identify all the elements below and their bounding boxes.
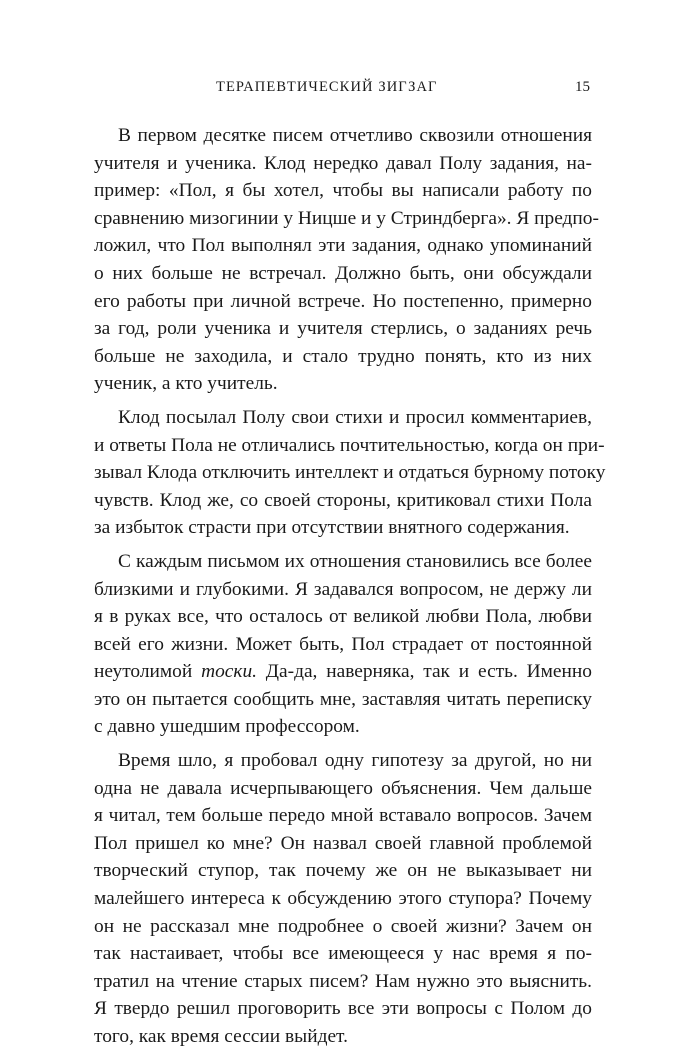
body-text	[94, 122, 606, 1057]
text-line: творческий ступор, так почему же он не выказывает ни	[94, 860, 592, 882]
text-line: всей его жизни. Может быть, Пол страдает от постоянной	[94, 633, 592, 655]
text-line: Время шло, я пробовал одну гипотезу за другой, но ни	[118, 750, 592, 772]
paragraph-4	[94, 747, 592, 1051]
text-line: чувств. Клод же, со своей стороны, критиковал стихи Пола	[94, 489, 592, 511]
text-line: ложил, что Пол выполнял эти задания, однако упоминаний	[94, 235, 592, 257]
text-line: зывал Клода отключить интеллект и отдаться бурному потоку	[94, 462, 606, 484]
paragraph-3	[94, 548, 592, 741]
text-line: учителя и ученика. Клод нередко давал Полу задания, на-	[94, 152, 592, 174]
running-title: ТЕРАПЕВТИЧЕСКИЙ ЗИГЗАГ	[216, 79, 438, 95]
text-line: он не рассказал мне подробнее о своей жизни? Зачем он	[94, 915, 592, 937]
text-line: Я твердо решил проговорить все эти вопросы с Полом до	[94, 998, 592, 1020]
text-line: одна не давала исчерпывающего объяснения. Чем дальше	[94, 777, 592, 799]
text-line: больше не заходила, и стало трудно понять, кто из них	[94, 345, 592, 367]
text-line: ученик, а кто учитель.	[94, 373, 278, 395]
page-number: 15	[575, 79, 590, 95]
paragraph-2	[94, 404, 606, 542]
text-line: В первом десятке писем отчетливо сквозили отношения	[118, 125, 592, 146]
italic-word: тоски.	[201, 661, 257, 683]
text-line: сравнению мизогинии у Ницше и у Стриндберга». Я предпо-	[94, 207, 599, 229]
running-header	[120, 76, 590, 98]
paragraph-1	[94, 122, 599, 398]
text-line: это он пытается сообщить мне, заставляя читать переписку	[94, 688, 592, 710]
text-line: пример: «Пол, я бы хотел, чтобы вы написали работу по	[94, 180, 592, 202]
text-line: за год, роли ученика и учителя стерлись, о заданиях речь	[94, 318, 592, 340]
text-line: его работы при личной встрече. Но постепенно, примерно	[94, 290, 592, 312]
text-line: Пол пришел ко мне? Он назвал своей главной проблемой	[94, 832, 592, 854]
text-line: и ответы Пола не отличались почтительностью, когда он при-	[94, 434, 605, 456]
text-line-with-italic	[94, 658, 592, 686]
text-line: тратил на чтение старых писем? Нам нужно это выяснить.	[94, 970, 592, 992]
text-line: я в руках все, что осталось от великой любви Пола, любви	[94, 606, 592, 628]
text-line: С каждым письмом их отношения становились все более	[118, 550, 592, 572]
text-fragment: неутолимой	[94, 661, 202, 683]
text-line: малейшего интереса к обсуждению этого ступора? Почему	[94, 888, 592, 910]
text-line: Клод посылал Полу свои стихи и просил комментариев,	[118, 406, 592, 428]
text-line: я читал, тем больше передо мной вставало вопросов. Зачем	[94, 805, 592, 827]
text-line: того, как время сессии выйдет.	[94, 1026, 348, 1047]
text-line: о них больше не встречал. Должно быть, они обсуждали	[94, 262, 592, 284]
text-line: за избыток страсти при отсутствии внятного содержания.	[94, 517, 570, 539]
text-line: близкими и глубокими. Я задавался вопросом, не держу ли	[94, 578, 592, 600]
text-fragment: Да-да, наверняка, так и есть. Именно	[256, 661, 592, 683]
text-line: так настаивает, чтобы все имеющееся у нас время я по-	[94, 943, 592, 965]
text-line: с давно ушедшим профессором.	[94, 716, 360, 738]
